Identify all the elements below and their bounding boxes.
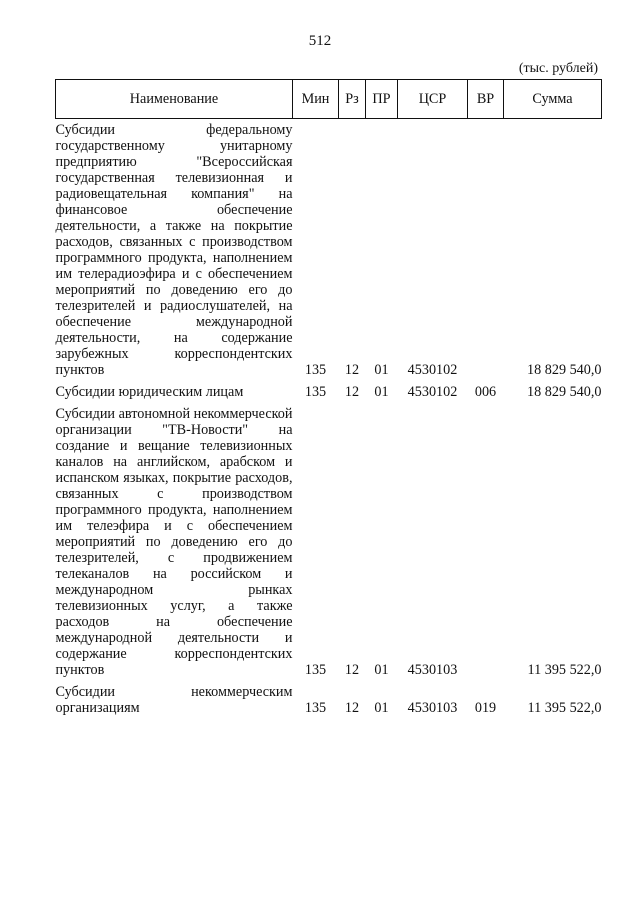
row-min: 135	[304, 700, 327, 716]
row-name: Субсидии федеральному государственному унитарному предприятию "Всероссийская государственная телевизионная и радиовещательная компания" на финансовое обеспечение деятельности, а также на покрытие расходов, связанных с производством программного продукта, наполнением им телерадиоэфира и с обеспечением мероприятий по доведению его до телезрителей и радиослушателей, на обеспечение международной деятельности, на содержание зарубежных корреспондентских пунктов	[55, 122, 293, 378]
row-min: 135	[304, 362, 327, 378]
header-csr: ЦСР	[398, 80, 468, 119]
page-number: 512	[308, 33, 332, 49]
table-row	[56, 378, 602, 400]
row-sum: 18 829 540,0	[527, 362, 602, 378]
units-label: (тыс. рублей)	[518, 61, 598, 76]
row-sum: 18 829 540,0	[527, 384, 602, 400]
row-csr: 4530102	[407, 384, 458, 400]
row-sum: 11 395 522,0	[527, 700, 602, 716]
row-min: 135	[304, 662, 327, 678]
table-header	[56, 80, 602, 119]
row-csr: 4530103	[407, 700, 458, 716]
header-pr: ПР	[366, 80, 398, 119]
header-vr: ВР	[468, 80, 504, 119]
row-name: Субсидии некоммерческим организациям	[55, 684, 293, 716]
table-row	[56, 400, 602, 678]
row-vr	[468, 119, 504, 379]
row-sum: 11 395 522,0	[527, 662, 602, 678]
row-rz: 12	[344, 362, 360, 378]
header-sum: Сумма	[504, 80, 602, 119]
row-pr: 01	[374, 362, 389, 378]
row-pr: 01	[374, 662, 389, 678]
row-name: Субсидии автономной некоммерческой организации "ТВ-Новости" на создание и вещание телевизионных каналов на английском, арабском и испанском языках, покрытие расходов, связанных с производством программного продукта, наполнением им телеэфира и с обеспечением мероприятий по доведению его до телезрителей, с продвижением телеканалов на российском и международном рынках телевизионных услуг, а также расходов на обеспечение международной деятельности и содержание корреспондентских пунктов	[55, 406, 293, 678]
header-min: Мин	[293, 80, 339, 119]
budget-table	[55, 79, 602, 716]
header-rz: Рз	[339, 80, 366, 119]
header-name: Наименование	[56, 80, 293, 119]
row-min: 135	[304, 384, 327, 400]
row-csr: 4530102	[407, 362, 458, 378]
row-vr: 006	[474, 384, 497, 400]
table-row	[56, 678, 602, 716]
row-rz: 12	[344, 384, 360, 400]
row-vr: 019	[474, 700, 497, 716]
row-pr: 01	[374, 384, 389, 400]
row-rz: 12	[344, 662, 360, 678]
table-row	[56, 119, 602, 379]
row-rz: 12	[344, 700, 360, 716]
row-name: Субсидии юридическим лицам	[55, 384, 244, 400]
row-csr: 4530103	[407, 662, 458, 678]
row-vr	[468, 400, 504, 678]
row-pr: 01	[374, 700, 389, 716]
